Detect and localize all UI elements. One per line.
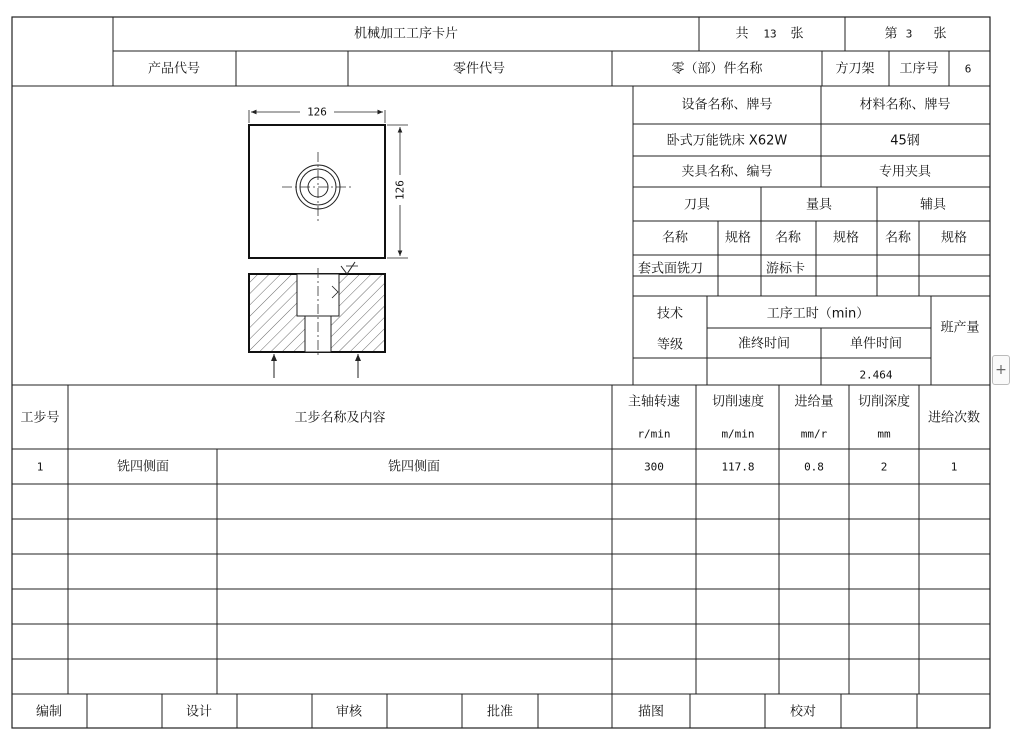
step-no: 1 [36,460,44,474]
unit-time-label: 单件时间 [849,336,903,352]
depth-unit: mm [877,427,891,441]
footer-check: 校对 [789,704,817,720]
time-label: 工序工时（min） [766,306,870,322]
step-name: 铣四侧面 [116,459,170,475]
gauge-name-value: 游标卡 [766,261,806,277]
footer-approve: 批准 [486,704,514,720]
footer-compile: 编制 [35,704,63,720]
fixture-label: 夹具名称、编号 [681,164,773,180]
part-top-view [249,125,385,258]
total-count: 13 [763,27,777,41]
speed-header: 主轴转速 [627,394,681,410]
equipment-value: 卧式万能铣床 X62W [666,133,788,149]
footer-design: 设计 [185,704,213,720]
material-label: 材料名称、牌号 [859,97,951,113]
unit-time-value: 2.464 [859,368,893,382]
shift-label: 班产量 [940,320,980,336]
step-depth: 2 [880,460,888,474]
feed-header: 进给量 [794,394,834,410]
cutter-label: 刀具 [683,197,711,213]
step-passes: 1 [950,460,958,474]
footer-trace: 描图 [637,704,665,720]
card-title: 机械加工工序卡片 [353,26,459,42]
step-cut-speed: 117.8 [721,460,755,474]
total-label: 共 [735,26,749,42]
tech-label: 技术 [656,306,684,322]
part-name-label: 零（部）件名称 [671,61,763,77]
step-speed: 300 [644,460,664,474]
cut-speed-unit: m/min [721,427,755,441]
part-name-value: 方刀架 [835,61,875,77]
material-value: 45钢 [890,133,920,149]
step-no-header: 工步号 [20,410,60,426]
feed-unit: mm/r [800,427,828,441]
part-code-label: 零件代号 [452,61,506,77]
aux-label: 辅具 [919,197,947,213]
dim-width-label: 126 [304,107,330,118]
page-unit: 张 [933,26,947,42]
page-label: 第 [884,26,898,42]
page-number: 3 [905,27,913,41]
fixture-value: 专用夹具 [878,164,932,180]
passes-header: 进给次数 [927,410,981,426]
cut-speed-header: 切削速度 [711,394,765,410]
product-code-label: 产品代号 [147,61,201,77]
cutter-spec-label: 规格 [724,230,752,246]
cutter-name-value: 套式面铣刀 [638,261,704,277]
grade-label: 等级 [656,337,684,353]
add-button[interactable]: + [992,355,1010,385]
dim-height-label: 126 [395,177,406,203]
step-feed: 0.8 [804,460,824,474]
gauge-label: 量具 [805,197,833,213]
equipment-label: 设备名称、牌号 [681,97,773,113]
aux-spec-label: 规格 [940,230,968,246]
op-no-value: 6 [964,62,972,76]
step-content: 铣四侧面 [387,459,441,475]
step-content-header: 工步名称及内容 [294,410,386,426]
prep-time-label: 准终时间 [737,336,791,352]
gauge-spec-label: 规格 [832,230,860,246]
aux-name-label: 名称 [884,230,912,246]
op-no-label: 工序号 [899,61,939,77]
cutter-name-label: 名称 [661,230,689,246]
total-unit: 张 [790,26,804,42]
gauge-name-label: 名称 [774,230,802,246]
speed-unit: r/min [637,427,671,441]
footer-review: 审核 [335,704,363,720]
depth-header: 切削深度 [857,394,911,410]
